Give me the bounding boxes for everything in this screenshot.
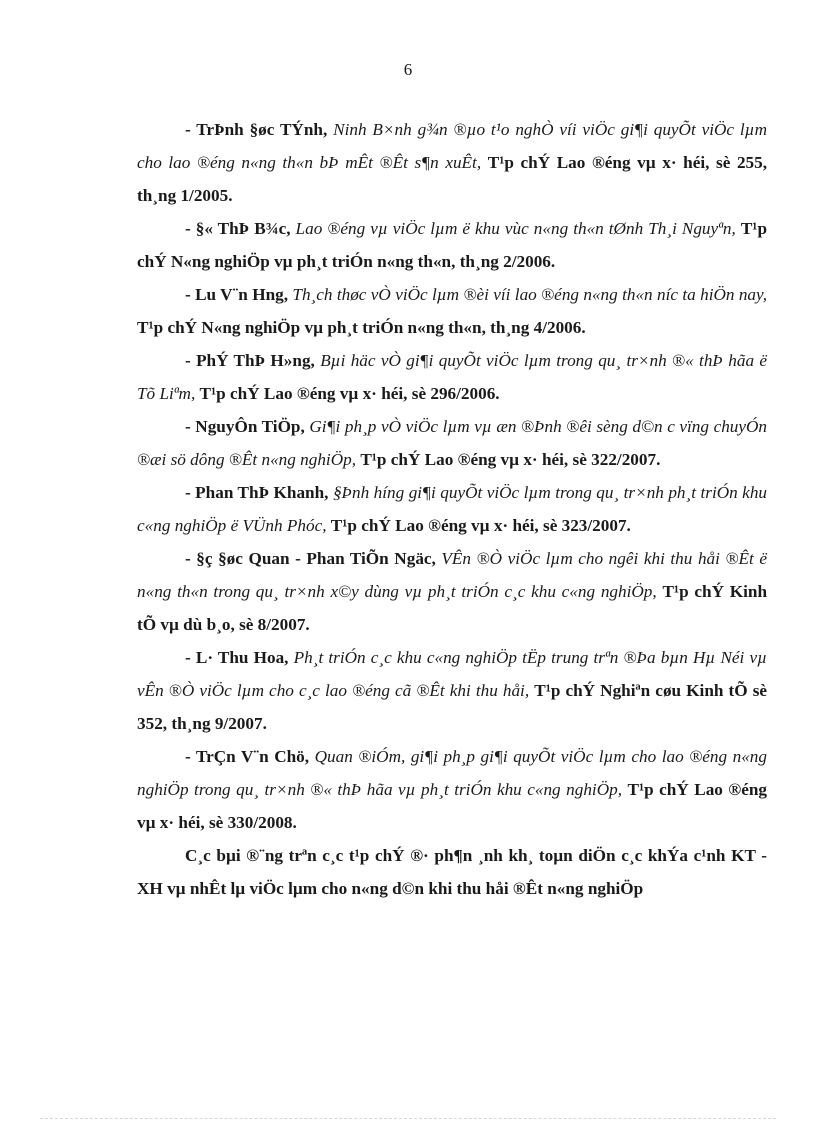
references-body <box>137 113 767 905</box>
reference-source: T¹p chÝ Lao ®éng vµ x· héi, sè 296/2006. <box>199 384 500 403</box>
page-bottom-divider <box>40 1118 776 1119</box>
reference-source: T¹p chÝ Kinh tÕ vµ dù b¸o, sè 8/2007. <box>137 582 768 634</box>
reference-item <box>137 740 767 839</box>
reference-item <box>137 113 767 212</box>
reference-item <box>137 212 767 278</box>
closing-paragraph: C¸c bµi ®¨ng trªn c¸c t¹p chÝ ®· ph¶n ¸nh kh¸ toµn diÖn c¸c khÝa c¹nh KT - XH vµ nhÊt lµ viÖc lµm cho n«ng d©n khi thu håi ®Êt n«ng nghiÖp <box>137 846 767 898</box>
reference-item <box>137 641 767 740</box>
reference-title: Bµi häc vÒ gi¶i quyÕt viÖc lµm trong qu¸ tr×nh ®« thÞ hãa ë Tõ Liªm, <box>137 351 767 403</box>
reference-item <box>137 278 767 344</box>
reference-title: Th¸ch thøc vÒ viÖc lµm ®èi víi lao ®éng n«ng th«n níc ta hiÖn nay, <box>292 285 767 304</box>
reference-item <box>137 476 767 542</box>
reference-title: Gi¶i ph¸p vÒ viÖc lµm vµ æn ®Þnh ®êi sèng d©n c vïng chuyÓn ®æi sö dông ®Êt n«ng nghiÖp, <box>137 417 768 469</box>
reference-author: - PhÝ ThÞ H»ng, <box>185 351 315 370</box>
reference-author: - Lu V¨n Hng, <box>185 285 289 304</box>
reference-title: Ph¸t triÓn c¸c khu c«ng nghiÖp tËp trung trªn ®Þa bµn Hµ Néi vµ vÊn ®Ò viÖc lµm cho c¸c lao ®éng cã ®Êt khi thu håi, <box>137 648 768 700</box>
reference-source: T¹p chÝ N«ng nghiÖp vµ ph¸t triÓn n«ng th«n, th¸ng 2/2006. <box>137 219 768 271</box>
reference-item <box>137 344 767 410</box>
reference-title: Ninh B×nh g¾n ®µo t¹o nghÒ víi viÖc gi¶i quyÕt viÖc lµm cho lao ®éng n«ng th«n bÞ mÊt ®Êt s¶n xuÊt, <box>137 120 768 172</box>
reference-source: T¹p chÝ Lao ®éng vµ x· héi, sè 322/2007. <box>360 450 661 469</box>
reference-author: - TrÞnh §øc TÝnh, <box>185 120 328 139</box>
reference-title: §Þnh híng gi¶i quyÕt viÖc lµm trong qu¸ tr×nh ph¸t triÓn khu c«ng nghiÖp ë VÜnh Phóc, <box>137 483 768 535</box>
reference-source: T¹p chÝ Lao ®éng vµ x· héi, sè 330/2008. <box>137 780 767 832</box>
reference-author: - L· Thu Hoa, <box>185 648 289 667</box>
reference-source: T¹p chÝ Nghiªn cøu Kinh tÕ sè 352, th¸ng 9/2007. <box>137 681 768 733</box>
page-number: 6 <box>403 60 413 79</box>
reference-author: - NguyÔn TiÖp, <box>185 417 305 436</box>
reference-author: - §« ThÞ B¾c, <box>185 219 291 238</box>
reference-title: Lao ®éng vµ viÖc lµm ë khu vùc n«ng th«n tØnh Th¸i Nguyªn, <box>295 219 736 238</box>
reference-source: T¹p chÝ Lao ®éng vµ x· héi, sè 323/2007. <box>330 516 631 535</box>
reference-source: T¹p chÝ Lao ®éng vµ x· héi, sè 255, th¸ng 1/2005. <box>137 153 768 205</box>
reference-author: - §ç §øc Quan - Phan TiÕn Ngäc, <box>185 549 436 568</box>
reference-source: T¹p chÝ N«ng nghiÖp vµ ph¸t triÓn n«ng th«n, th¸ng 4/2006. <box>137 318 586 337</box>
reference-item <box>137 542 767 641</box>
reference-item <box>137 410 767 476</box>
reference-author: - TrÇn V¨n Chö, <box>185 747 310 766</box>
reference-title: Quan ®iÓm, gi¶i ph¸p gi¶i quyÕt viÖc lµm cho lao ®éng n«ng nghiÖp trong qu¸ tr×nh ®« thÞ hãa vµ ph¸t triÓn khu c«ng nghiÖp, <box>137 747 767 799</box>
reference-author: - Phan ThÞ Khanh, <box>185 483 329 502</box>
reference-title: VÊn ®Ò viÖc lµm cho ngêi khi thu håi ®Êt ë n«ng th«n trong qu¸ tr×nh x©y dùng vµ ph¸t triÓn c¸c khu c«ng nghiÖp, <box>137 549 768 601</box>
